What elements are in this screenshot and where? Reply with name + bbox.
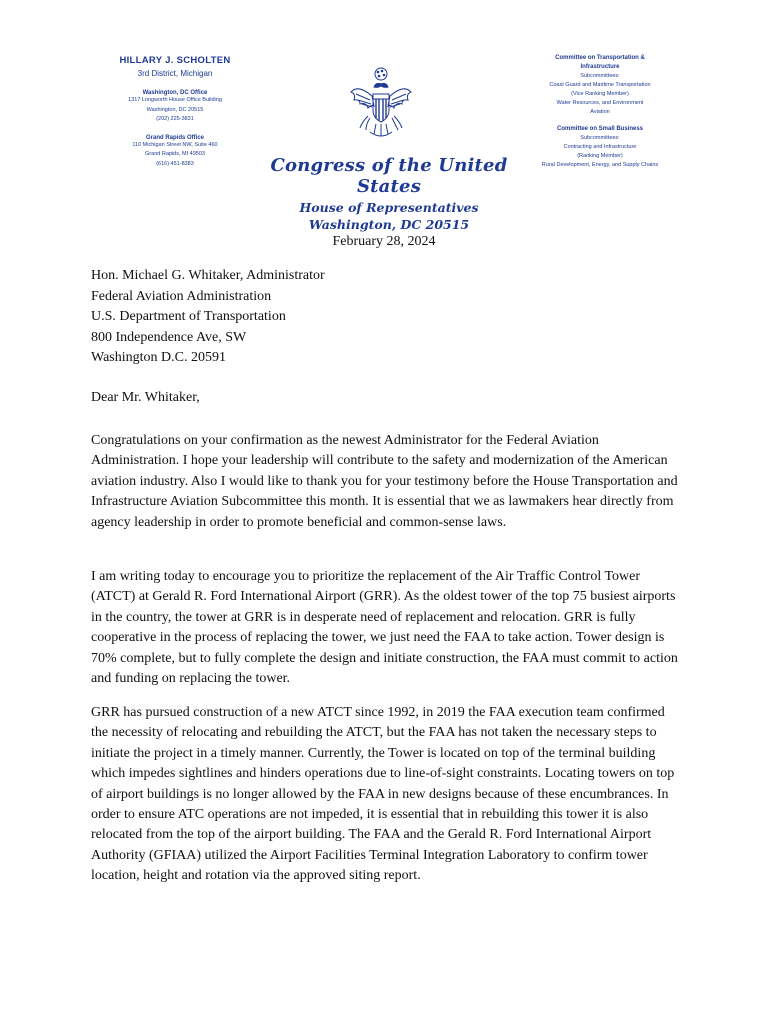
gr-office-line: (616) 451-8383 (156, 160, 194, 167)
body-paragraph: I am writing today to encourage you to prioritize the replacement of the Air Traffic Control Tower (ATCT) at Gerald R. Ford International Airport (GRR). As the oldest tower of the top 75 busiest airports in the country, the tower at GRR is in desperate need of replacement and relocation. GRR is fully cooperative in the process of replacing the tower, we just need the FAA to take action. Tower design is 70% complete, but to fully complete the design and initiate construction, the FAA must commit to action and funding on replacing the tower. (91, 569, 678, 687)
masthead-house: House of Representatives (299, 200, 479, 215)
address-line: 800 Independence Ave, SW (91, 329, 247, 345)
masthead (254, 155, 524, 232)
salutation: Dear Mr. Whitaker, (91, 390, 200, 405)
great-seal-eagle-icon (348, 66, 414, 144)
committee-line: Water Resources, and Environment (556, 100, 644, 106)
masthead-congress: Congress of the United States (270, 155, 508, 197)
committee-line: Contracting and Infrastructure (563, 144, 637, 150)
dc-office-line: Washington, DC 20515 (146, 106, 204, 113)
body-paragraph: GRR has pursued construction of a new ATCT since 1992, in 2019 the FAA execution team confirmed the necessity of relocating and rebuilding the ATCT, but the FAA has not taken the necessary steps to initiate the project in a timely manner. Currently, the Tower is located on top of the terminal building which impedes sightlines and hinders operations due to line-of-sight constraints. Locating towers on top of airport buildings is no longer allowed by the FAA in new designs because of these encumbrances. In order to ensure ATC operations are not impeded, it is essential that in rebuilding this tower it is also relocated from the top of the airport building. The FAA and the Gerald R. Ford International Airport Authority (GFIAA) utilized the Airport Facilities Terminal Integration Laboratory to confirm tower location, height and rotation via the approved siting report. (91, 705, 675, 884)
committee-line: Rural Development, Energy, and Supply Chains (541, 162, 659, 168)
member-name: HILLARY J. SCHOLTEN (119, 55, 231, 66)
committee-line: (Vice Ranking Member) (571, 91, 629, 97)
body-paragraph: Congratulations on your confirmation as the newest Administrator for the Federal Aviation Administration. I hope your leadership will contribute to the safety and modernization of the American aviation industry. Also I would like to thank you for your testimony before the House Transportation and Infrastructure Aviation Subcommittee this month. It is essential that we as lawmakers hear directly from agency leadership in order to promote beneficial and common-sense laws. (91, 433, 678, 530)
address-line: U.S. Department of Transportation (91, 309, 286, 324)
gr-office-line: Grand Rapids, MI 49503 (145, 151, 205, 157)
committee-line: (Ranking Member) (577, 153, 623, 159)
dc-office-line: 1317 Longworth House Office Building (128, 97, 222, 103)
committee-title: Committee on Small Business (556, 126, 644, 132)
dc-office-line: (202) 225-3831 (156, 116, 194, 122)
member-district: 3rd District, Michigan (137, 69, 213, 78)
address-line: Federal Aviation Administration (91, 288, 272, 304)
committee-line: Aviation (590, 109, 610, 115)
gr-office-title: Grand Rapids Office (145, 134, 204, 141)
dc-office-title: Washington, DC Office (142, 90, 208, 96)
recipient-address (91, 266, 325, 369)
member-contact-block (100, 55, 250, 169)
committee-line: Subcommittees: (580, 73, 620, 79)
committee-line: Subcommittees: (580, 135, 620, 141)
address-line: Washington D.C. 20591 (91, 350, 226, 365)
address-line: Hon. Michael G. Whitaker, Administrator (91, 268, 325, 283)
gr-office-line: 110 Michigan Street NW, Suite 460 (132, 141, 218, 148)
committee-title: Infrastructure (580, 64, 620, 70)
masthead-location: Washington, DC 20515 (308, 217, 470, 232)
committee-line: Coast Guard and Maritime Transportation (549, 82, 651, 88)
committee-title: Committee on Transportation & (555, 55, 645, 61)
letter-date: February 28, 2024 (332, 234, 436, 249)
committee-block (520, 54, 680, 170)
